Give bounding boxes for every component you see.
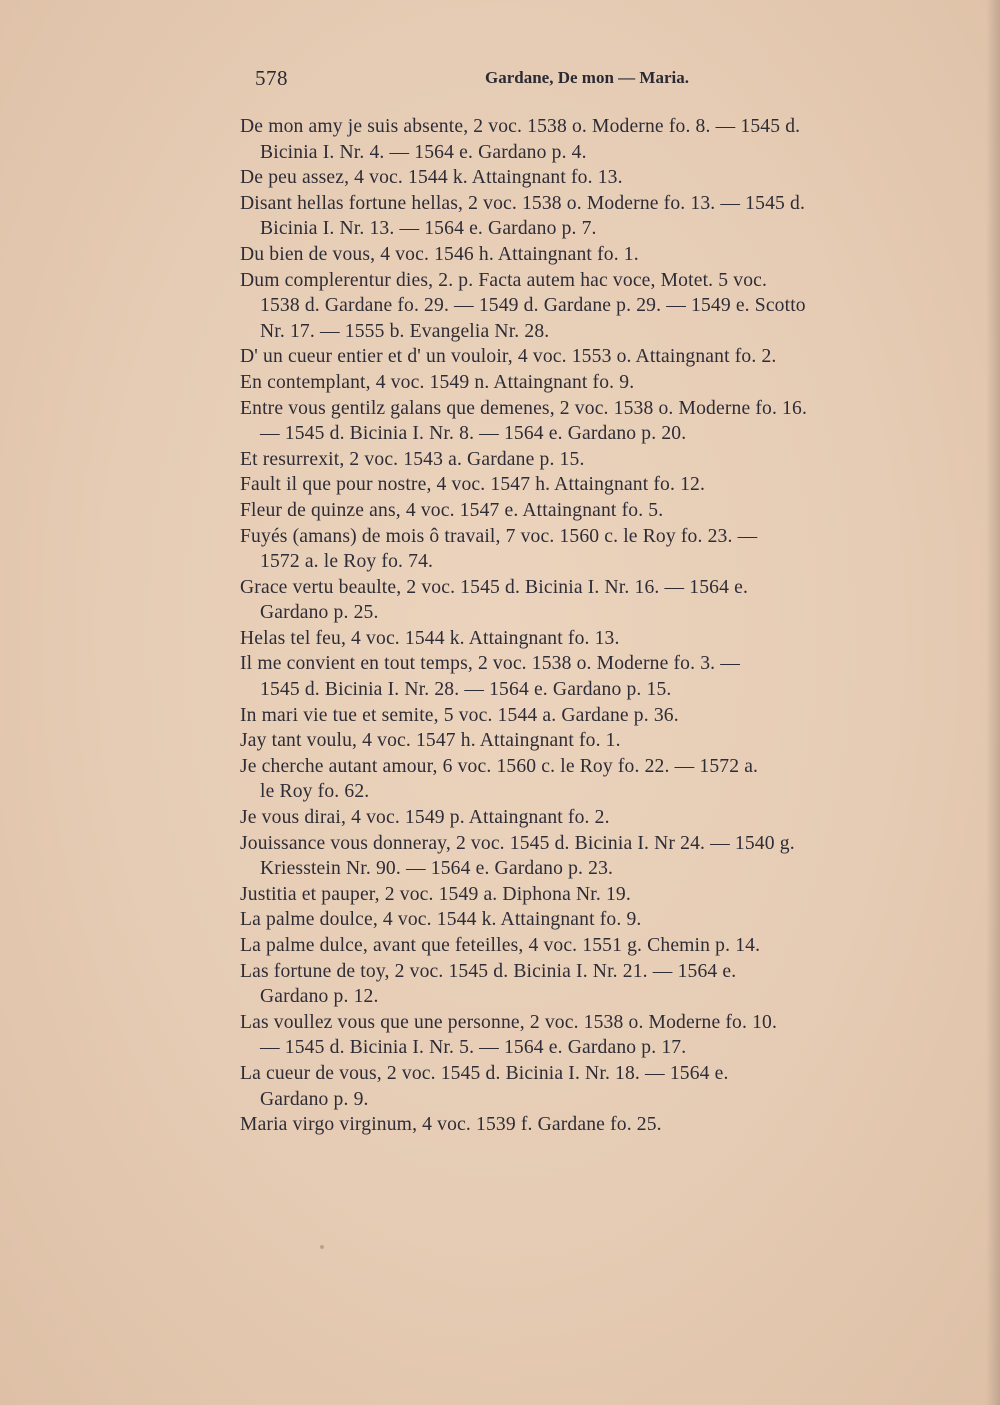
catalog-entry: Je cherche autant amour, 6 voc. 1560 c. le Roy fo. 22. — 1572 a. le Roy fo. 62. bbox=[240, 755, 759, 803]
paper-speck bbox=[320, 1245, 324, 1249]
catalog-entry: La cueur de vous, 2 voc. 1545 d. Bicinia I. Nr. 18. — 1564 e. Gardano p. 9. bbox=[240, 1062, 729, 1110]
catalog-entry: Fleur de quinze ans, 4 voc. 1547 e. Attaingnant fo. 5. bbox=[240, 499, 664, 521]
catalog-entry: Las voullez vous que une personne, 2 voc. 1538 o. Moderne fo. 10. — 1545 d. Bicinia I. Nr. 5. — 1564 e. Gardano p. 17. bbox=[240, 1011, 778, 1059]
running-title: Gardane, De mon — Maria. bbox=[485, 68, 689, 87]
page-edge-shadow bbox=[986, 0, 1000, 1405]
catalog-entry: De mon amy je suis absente, 2 voc. 1538 o. Moderne fo. 8. — 1545 d. Bicinia I. Nr. 4. — 1564 e. Gardano p. 4. bbox=[240, 116, 801, 163]
catalog-entry: Justitia et pauper, 2 voc. 1549 a. Diphona Nr. 19. bbox=[240, 883, 631, 905]
catalog-entries bbox=[240, 114, 940, 1138]
catalog-entry: Jouissance vous donneray, 2 voc. 1545 d. Bicinia I. Nr 24. — 1540 g. Kriesstein Nr. 90. — 1564 e. Gardano p. 23. bbox=[240, 832, 795, 880]
catalog-entry: Helas tel feu, 4 voc. 1544 k. Attaingnant fo. 13. bbox=[240, 627, 620, 649]
catalog-entry: Il me convient en tout temps, 2 voc. 1538 o. Moderne fo. 3. — 1545 d. Bicinia I. Nr. 28. — 1564 e. Gardano p. 15. bbox=[240, 653, 740, 701]
catalog-entry: Dum complerentur dies, 2. p. Facta autem hac voce, Motet. 5 voc. 1538 d. Gardane fo. 29. — 1549 d. Gardane p. 29. — 1549 e. Scotto Nr. 17. — 1555 b. Evangelia Nr. 28. bbox=[240, 269, 806, 342]
catalog-entry: D' un cueur entier et d' un vouloir, 4 voc. 1553 o. Attaingnant fo. 2. bbox=[240, 346, 777, 368]
catalog-entry: Fault il que pour nostre, 4 voc. 1547 h. Attaingnant fo. 12. bbox=[240, 474, 706, 496]
catalog-entry: Du bien de vous, 4 voc. 1546 h. Attaingnant fo. 1. bbox=[240, 243, 639, 265]
running-head bbox=[255, 66, 755, 94]
catalog-entry: Grace vertu beaulte, 2 voc. 1545 d. Bicinia I. Nr. 16. — 1564 e. Gardano p. 25. bbox=[240, 576, 749, 624]
catalog-entry: Fuyés (amans) de mois ô travail, 7 voc. 1560 c. le Roy fo. 23. — 1572 a. le Roy fo. 74. bbox=[240, 525, 758, 573]
catalog-entry: Las fortune de toy, 2 voc. 1545 d. Bicinia I. Nr. 21. — 1564 e. Gardano p. 12. bbox=[240, 960, 737, 1008]
catalog-entry: Je vous dirai, 4 voc. 1549 p. Attaingnant fo. 2. bbox=[240, 807, 610, 829]
catalog-entry: Disant hellas fortune hellas, 2 voc. 1538 o. Moderne fo. 13. — 1545 d. Bicinia I. Nr. 13. — 1564 e. Gardano p. 7. bbox=[240, 192, 806, 240]
catalog-entry: Maria virgo virginum, 4 voc. 1539 f. Gardane fo. 25. bbox=[240, 1114, 662, 1136]
catalog-entry: De peu assez, 4 voc. 1544 k. Attaingnant fo. 13. bbox=[240, 167, 623, 189]
catalog-entry: In mari vie tue et semite, 5 voc. 1544 a. Gardane p. 36. bbox=[240, 704, 679, 726]
catalog-entry: Jay tant voulu, 4 voc. 1547 h. Attaingnant fo. 1. bbox=[240, 730, 621, 752]
catalog-entry: Et resurrexit, 2 voc. 1543 a. Gardane p. 15. bbox=[240, 448, 585, 470]
catalog-entry: La palme dulce, avant que feteilles, 4 voc. 1551 g. Chemin p. 14. bbox=[240, 935, 761, 956]
catalog-entry: Entre vous gentilz galans que demenes, 2 voc. 1538 o. Moderne fo. 16. — 1545 d. Bicinia I. Nr. 8. — 1564 e. Gardano p. 20. bbox=[240, 397, 808, 445]
page-number: 578 bbox=[255, 66, 288, 90]
catalog-entry: La palme doulce, 4 voc. 1544 k. Attaingnant fo. 9. bbox=[240, 909, 642, 931]
catalog-entry: En contemplant, 4 voc. 1549 n. Attaingnant fo. 9. bbox=[240, 371, 635, 393]
